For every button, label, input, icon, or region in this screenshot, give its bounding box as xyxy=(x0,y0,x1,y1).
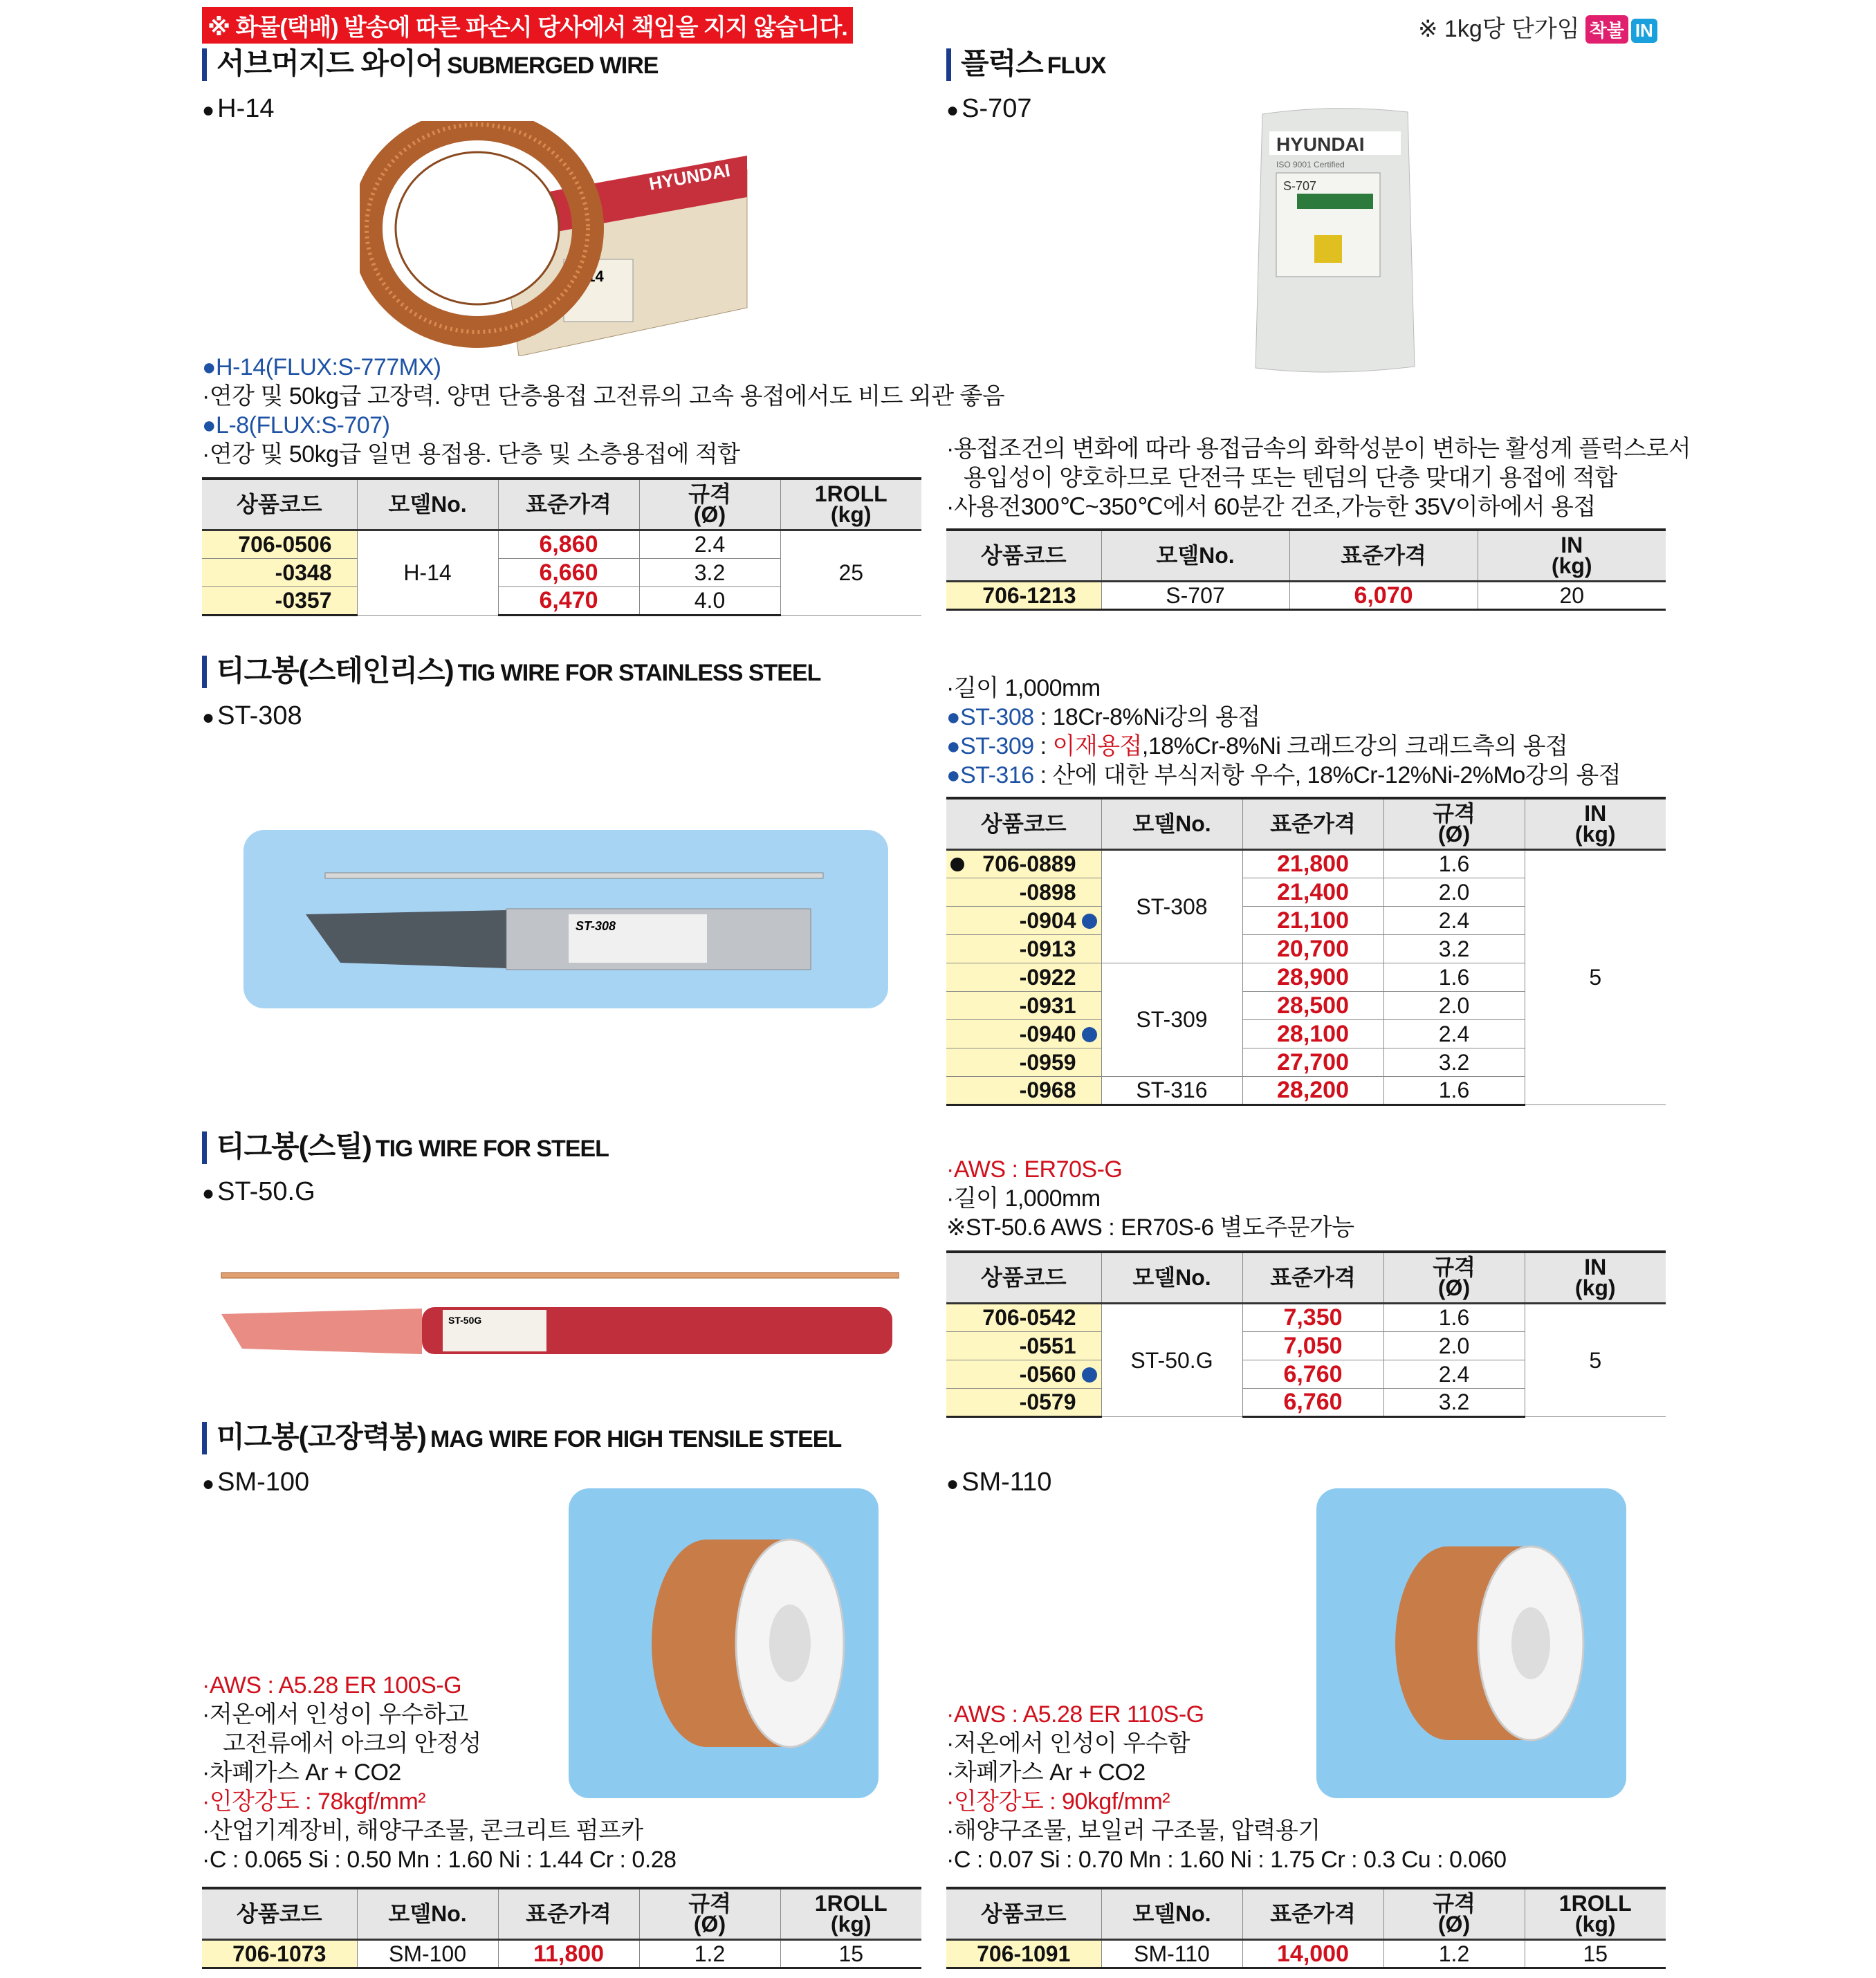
section-title-mag: 미그봉(고장력봉) MAG WIRE FOR HIGH TENSILE STEEL xyxy=(202,1422,841,1454)
recommend-dot xyxy=(1082,1367,1097,1383)
steel-note: ※ST-50.6 AWS : ER70S-6 별도주문가능 xyxy=(946,1214,1354,1241)
table-row: 706-1091 SM-110 14,000 1.2 15 xyxy=(946,1939,1666,1968)
steel-aws: ·AWS : ER70S-G xyxy=(946,1156,1123,1183)
table-row: -0968 ST-316 28,200 1.6 xyxy=(946,1076,1666,1104)
model-label-sm100: ● SM-100 xyxy=(202,1468,309,1497)
sm110-spool-image xyxy=(1316,1488,1626,1798)
sm100-line4: ·인장강도 : 78kgf/mm² xyxy=(202,1788,426,1815)
sm100-price-table: 상품코드 모델No. 표준가격 규격 (Ø) 1ROLL (kg) 706-1073 SM-100 11,800 1.2 15 xyxy=(202,1887,921,1969)
flux-bag-image xyxy=(1249,104,1422,377)
sm100-line6: ·C : 0.065 Si : 0.50 Mn : 1.60 Ni : 1.44 Cr : 0.28 xyxy=(202,1847,677,1873)
model-label-h14: ● H-14 xyxy=(202,94,275,124)
section-title-steel: 티그봉(스틸) TIG WIRE FOR STEEL xyxy=(202,1131,609,1164)
col-roll: 1ROLL (kg) xyxy=(780,479,921,530)
sm110-line3: ·차폐가스 Ar + CO2 xyxy=(946,1759,1146,1786)
col-price: 표준가격 xyxy=(498,479,639,530)
table-row: -0940 28,100 2.4 xyxy=(946,1019,1666,1048)
sm100-spool-image xyxy=(569,1488,879,1798)
unit-note: ※ 1kg당 단가임 착불 IN xyxy=(1418,10,1657,44)
h14-desc: ·연강 및 50kg급 고장력. 양면 단층용접 고전류의 고속 용접에서도 비드 외관 좋음 xyxy=(202,383,1005,409)
cod-badge: 착불 xyxy=(1585,15,1628,44)
steel-length: ·길이 1,000mm xyxy=(946,1185,1101,1212)
recommend-dot xyxy=(1082,1027,1097,1042)
st309-desc: ●ST-309 : 이재용접,18%Cr-8%Ni 크래드강의 크래드측의 용접 xyxy=(946,733,1568,759)
model-cell: H-14 xyxy=(357,530,498,615)
in-badge: IN xyxy=(1631,19,1657,43)
l8-flux-line: ●L-8(FLUX:S-707) xyxy=(202,412,390,438)
table-row: 706-1073 SM-100 11,800 1.2 15 xyxy=(202,1939,921,1968)
section-title-stainless: 티그봉(스테인리스) TIG WIRE FOR STAINLESS STEEL xyxy=(202,656,820,688)
model-label-sm110: ● SM-110 xyxy=(946,1468,1051,1497)
submerged-price-table xyxy=(202,477,921,616)
flux-desc-1: ·용접조건의 변화에 따라 용접금속의 화학성분이 변하는 활성계 플럭스로서 xyxy=(946,436,1691,462)
table-row: -0551 7,050 2.0 xyxy=(946,1331,1666,1360)
sm100-line2: 고전류에서 아크의 안정성 xyxy=(223,1730,481,1757)
table-row: -0922 ST-309 28,900 1.6 xyxy=(946,963,1666,991)
st-length: ·길이 1,000mm xyxy=(946,675,1101,701)
st50g-label-text: ST-50G xyxy=(448,1315,482,1326)
sm100-line3: ·차폐가스 Ar + CO2 xyxy=(202,1759,401,1786)
st308-product-image xyxy=(243,830,888,1008)
table-row: -0931 28,500 2.0 xyxy=(946,991,1666,1019)
section-title-submerged: 서브머지드 와이어 SUBMERGED WIRE xyxy=(202,48,658,81)
sm100-aws: ·AWS : A5.28 ER 100S-G xyxy=(202,1672,462,1699)
table-row: -0904 21,100 2.4 xyxy=(946,906,1666,934)
sm110-line6: ·C : 0.07 Si : 0.70 Mn : 1.60 Ni : 1.75 Cr : 0.3 Cu : 0.060 xyxy=(946,1847,1507,1873)
flux-desc-2: 용입성이 양호하므로 단전극 또는 텐덤의 단층 맞대기 용접에 적합 xyxy=(964,465,1617,491)
sm110-line4: ·인장강도 : 90kgf/mm² xyxy=(946,1788,1170,1815)
coil-brand-text: HYUNDAI xyxy=(647,159,732,194)
sm110-line5: ·해양구조물, 보일러 구조물, 압력용기 xyxy=(946,1818,1321,1844)
model-label-st50g: ● ST-50.G xyxy=(202,1177,315,1207)
recommend-dot xyxy=(1082,914,1097,929)
section-title-flux: 플럭스 FLUX xyxy=(946,48,1106,81)
l8-desc: ·연강 및 50kg급 일면 용접용. 단층 및 소층용접에 적합 xyxy=(202,441,740,468)
model-label-st308: ● ST-308 xyxy=(202,701,302,731)
sm110-price-table: 상품코드 모델No. 표준가격 규격 (Ø) 1ROLL (kg) 706-1091 SM-110 14,000 1.2 15 xyxy=(946,1887,1666,1969)
col-model: 모델No. xyxy=(357,479,498,530)
sm110-aws: ·AWS : A5.28 ER 110S-G xyxy=(946,1701,1204,1728)
roll-cell: 25 xyxy=(780,530,921,615)
shipping-warning: ※ 화물(택배) 발송에 따른 파손시 당사에서 책임을 지지 않습니다. xyxy=(202,7,853,44)
model-label-s707: ● S-707 xyxy=(946,94,1032,124)
flux-desc-3: ·사용전300℃~350℃에서 60분간 건조,가능한 35V이하에서 용접 xyxy=(946,494,1596,520)
bag-sub-text: ISO 9001 Certified xyxy=(1276,160,1345,169)
recommend-dot xyxy=(950,858,964,871)
table-row: -0913 20,700 3.2 xyxy=(946,934,1666,963)
table-row: -0560 6,760 2.4 xyxy=(946,1360,1666,1388)
st316-desc: ●ST-316 : 산에 대한 부식저항 우수, 18%Cr-12%Ni-2%Mo강의 용접 xyxy=(946,762,1621,788)
sm110-line1: ·저온에서 인성이 우수함 xyxy=(946,1730,1190,1757)
bag-brand-text: HYUNDAI xyxy=(1276,133,1365,155)
h14-product-image xyxy=(360,121,754,356)
sm100-line5: ·산업기계장비, 해양구조물, 콘크리트 펌프카 xyxy=(202,1818,643,1844)
h14-flux-line: ●H-14(FLUX:S-777MX) xyxy=(202,354,441,380)
table-row: -0959 27,700 3.2 xyxy=(946,1048,1666,1076)
col-spec: 규격 (Ø) xyxy=(639,479,780,530)
steel-price-table: 상품코드 모델No. 표준가격 규격 (Ø) IN (kg) 706-0542 ST-50.G 7,350 1.6 5 -0551 7,050 2.0 -0560 6,760 2.4 -0579 6,760 3.2 xyxy=(946,1250,1666,1418)
flux-price-table: 상품코드 모델No. 표준가격 IN (kg) 706-1213 S-707 6,070 20 xyxy=(946,528,1666,611)
table-row: -0357 6,470 4.0 xyxy=(202,586,921,615)
table-row: 706-0542 ST-50.G 7,350 1.6 5 xyxy=(946,1303,1666,1331)
bag-model-text: S-707 xyxy=(1283,179,1317,193)
table-row: 706-0889 ST-308 21,800 1.6 5 xyxy=(946,849,1666,878)
coil-label-text: H-14 xyxy=(571,268,604,285)
sm100-line1: ·저온에서 인성이 우수하고 xyxy=(202,1701,468,1728)
table-row: -0348 6,660 3.2 xyxy=(202,558,921,586)
st308-desc: ●ST-308 : 18Cr-8%Ni강의 용접 xyxy=(946,704,1260,730)
st50g-product-image xyxy=(214,1266,899,1362)
st308-label-text: ST-308 xyxy=(576,919,616,933)
col-code: 상품코드 xyxy=(202,479,357,530)
table-row: 706-1213 S-707 6,070 20 xyxy=(946,581,1666,609)
stainless-price-table: 상품코드 모델No. 표준가격 규격 (Ø) IN (kg) 706-0889 ST-308 21,800 1.6 5 -0898 21,400 2.0 -0904 21,100 2.4 -0913 20,700 3.2 -0922 ST-309 28,900 1.6 -0931 28,500 2.0 -0940 28,100 2.4 -0959 27,700 3.2 -0968 ST-316 28,200 1.6 xyxy=(946,797,1666,1106)
table-row: -0898 21,400 2.0 xyxy=(946,878,1666,906)
table-row: 706-0506 H-14 6,860 2.4 25 xyxy=(202,530,921,558)
table-row: -0579 6,760 3.2 xyxy=(946,1388,1666,1416)
